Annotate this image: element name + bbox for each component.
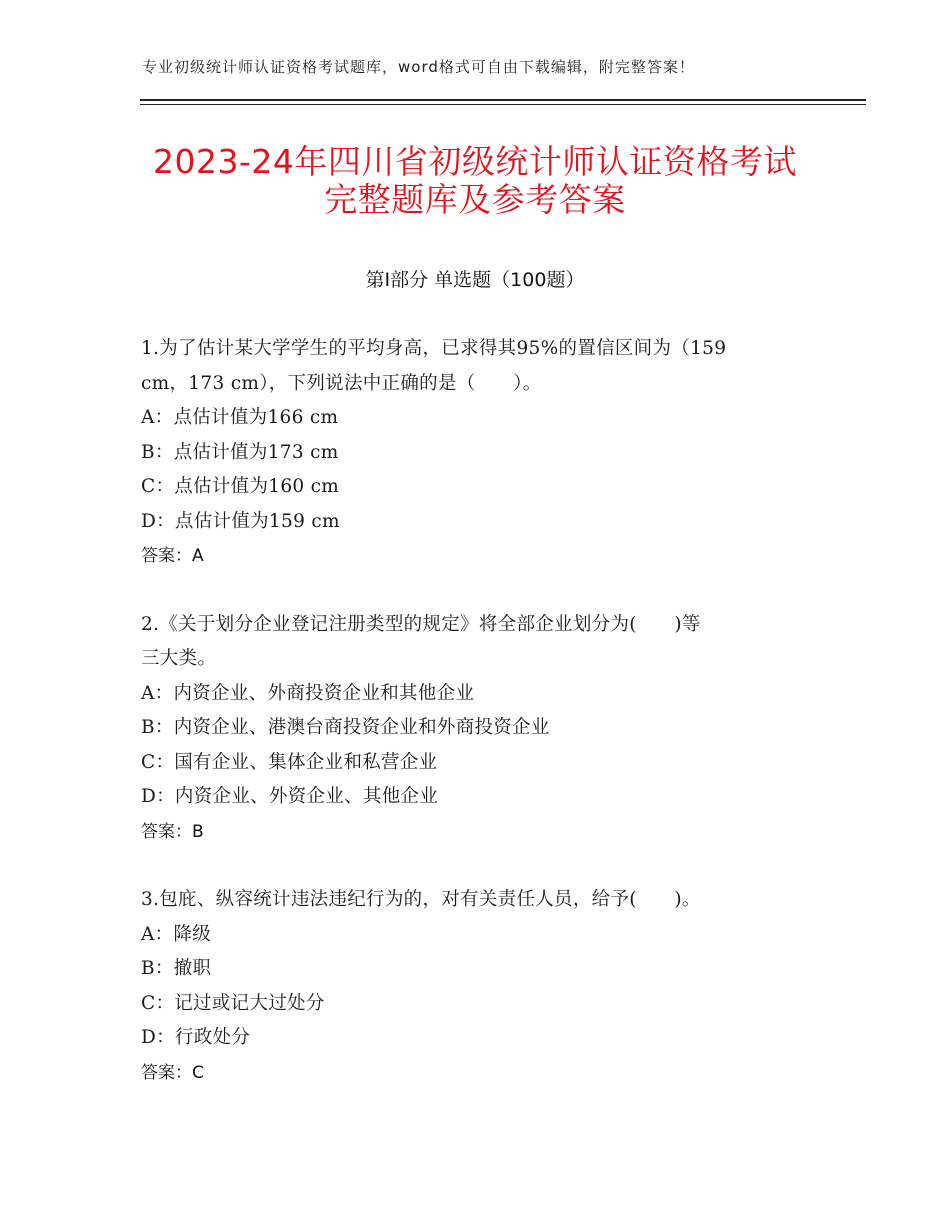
option-d: D：内资企业、外资企业、其他企业	[141, 786, 439, 807]
answer: 答案：B	[141, 821, 204, 842]
question-1	[141, 332, 811, 574]
option-c: C：国有企业、集体企业和私营企业	[141, 751, 438, 773]
option-d: D：行政处分	[141, 1027, 251, 1048]
option-b: B：内资企业、港澳台商投资企业和外商投资企业	[141, 717, 550, 738]
question-stem-line: 3.包庇、纵容统计违法违纪行为的，对有关责任人员，给予( )。	[141, 889, 701, 910]
option-b: B：撤职	[141, 958, 212, 979]
question-stem-line: 1.为了估计某大学学生的平均身高，已求得其95%的置信区间为（159	[141, 338, 727, 359]
header-rule-thin	[140, 104, 866, 105]
header-rule-thick	[140, 99, 866, 101]
question-stem-line: 2.《关于划分企业登记注册类型的规定》将全部企业划分为( )等	[141, 613, 701, 635]
answer: 答案：A	[141, 546, 204, 566]
option-c: C：点估计值为160 cm	[141, 476, 340, 497]
question-2	[141, 608, 811, 850]
question-3	[141, 883, 811, 1090]
option-a: A：降级	[141, 923, 212, 945]
document-title-line-2: 完整题库及参考答案	[324, 180, 626, 219]
question-stem-line: 三大类。	[141, 648, 217, 669]
option-c: C：记过或记大过处分	[141, 992, 325, 1014]
document-title	[100, 143, 850, 219]
option-b: B：点估计值为173 cm	[141, 441, 339, 463]
document-title-line-1: 2023-24年四川省初级统计师认证资格考试	[153, 142, 797, 181]
question-gap	[141, 849, 811, 883]
answer: 答案：C	[141, 1062, 204, 1083]
section-title: 第Ⅰ部分 单选题（100题）	[365, 269, 585, 291]
question-stem-line: cm，173 cm），下列说法中正确的是（ ）。	[141, 372, 542, 394]
option-a: A：点估计值为166 cm	[141, 407, 339, 428]
question-gap	[141, 574, 811, 608]
header-note: 专业初级统计师认证资格考试题库，word格式可自由下载编辑，附完整答案！	[142, 58, 695, 76]
option-a: A：内资企业、外商投资企业和其他企业	[141, 682, 475, 704]
option-d: D：点估计值为159 cm	[141, 510, 340, 532]
question-list	[141, 332, 811, 1090]
